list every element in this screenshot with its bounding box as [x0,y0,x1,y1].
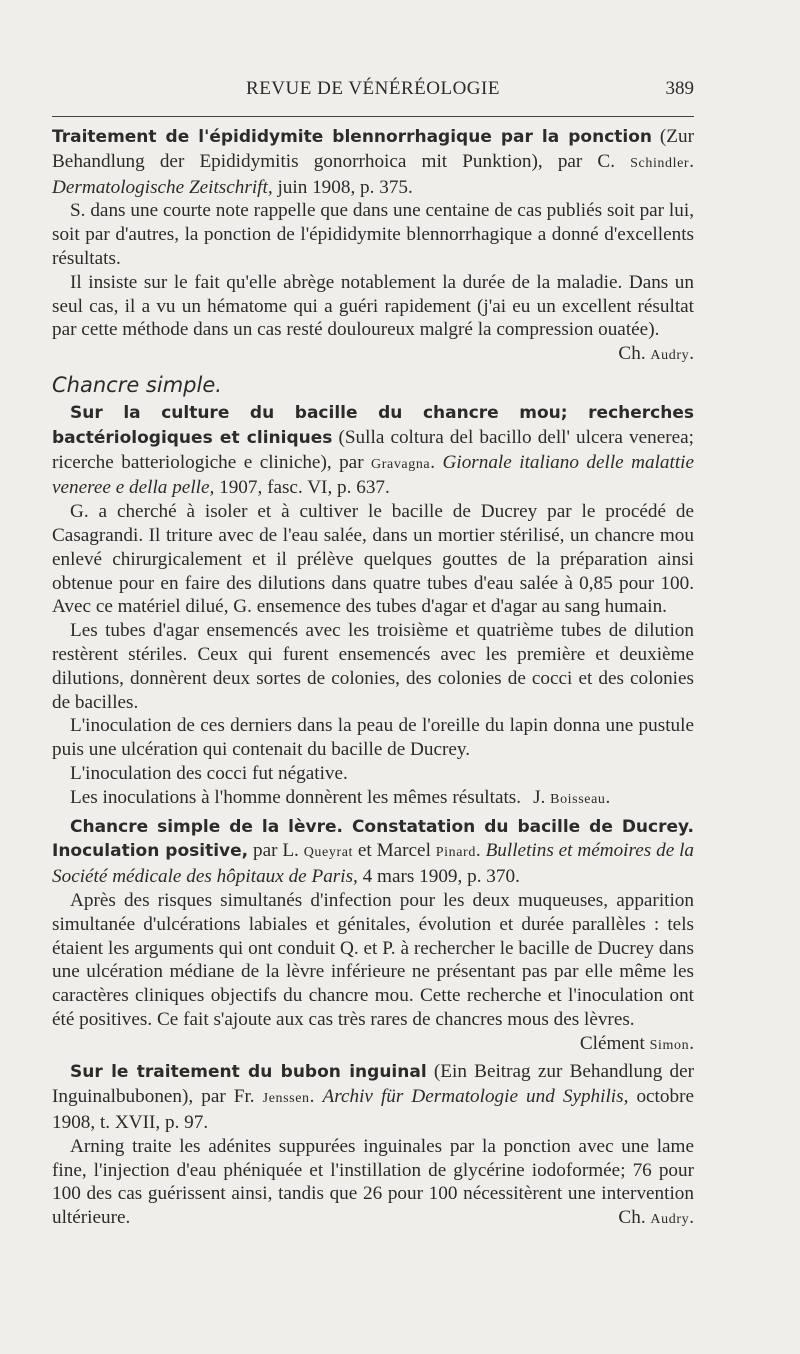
author-name: Schindler [630,155,690,171]
paragraph-text: Arning traite les adénites suppurées inguinales par la ponction avec une lame fine, l'injection d'eau phéniquée et l'instillation de glycérine iodoformée; 76 pour 100 des cas guérissent ainsi, tandis que 26 pour 100 nécessitèrent une intervention ultérieure. [52,1135,694,1229]
paragraph [52,271,694,368]
journal-name: Archiv für Dermatologie und Syphilis, [322,1086,629,1108]
article-title: Sur la culture du bacille du chancre mou; recherches bactériologiques et cliniques [52,402,694,448]
signature-name: Simon [649,1037,690,1053]
paragraph [52,889,694,1058]
signature-name: Audry [650,1212,690,1228]
reference-separator: . [475,840,486,862]
signature-end: . [689,1207,694,1229]
paragraph: Les tubes d'agar ensemencés avec les troisième et quatrième tubes de dilution restèrent stériles. Ceux qui furent ensemencés avec les première et deuxième dilutions, donnèrent deux sortes de colonies, des colonies de cocci et des colonies de bacilles. [52,620,694,713]
article-title: Traitement de l'épididymite blennorrhagique par la ponction [52,127,653,147]
page-number: 389 [665,78,694,99]
article-heading [52,125,694,199]
reference-details: juin 1908, p. 375. [272,176,413,198]
signature-end: . [689,1032,694,1054]
paragraph: L'inoculation de ces derniers dans la peau de l'oreille du lapin donna une pustule puis une ulcération qui contenait du bacille de Ducrey. [52,715,694,761]
signature-initial: Ch. [618,1207,651,1229]
second-author-name: Pinard [435,845,476,861]
reference-details: octobre 1908, t. XVII, p. 97. [52,1086,694,1134]
reference-details: 4 mars 1909, p. 370. [357,866,520,888]
article-heading [52,401,694,500]
article-heading [52,815,694,889]
article-title: Sur le traitement du bubon inguinal [70,1062,427,1083]
signature-end: . [689,343,694,365]
paragraph: G. a cherché à isoler et à cultiver le bacille de Ducrey par le procédé de Casagrandi. Il triture avec de l'eau salée, dans un mortier stérilisé, un chancre mou enlevé chirurgicalement et il prélève quelques gouttes de la préparation ainsi obtenue pour en faire des dilutions dans quatre tubes d'eau salée à 0,85 pour 100. Avec ce matériel dilué, G. ensemence des tubes d'agar et d'agar au sang humain. [52,501,694,618]
paragraph-text: Après des risques simultanés d'infection pour les deux muqueuses, apparition simultanée d'ulcérations labiales et génitales, évolution et durée parallèles : tels étaient les arguments qui ont conduit Q. et P. à rechercher le bacille de Ducrey dans une ulcération médiane de la lèvre inférieure ne présentant pas par elle même les caractères cliniques objectifs du chancre mou. Cette recherche et l'inoculation ont été positives. Ce fait s'ajoute aux cas très rares de chancres mous des lèvres. [52,889,694,1030]
signature [550,1032,694,1058]
reference-separator: et Marcel [353,840,436,862]
signature-name: Audry [650,348,690,364]
journal-name: Bulletins et mémoires de la Société médicale des hôpitaux de Paris, [52,840,694,888]
signature-name: Boisseau [550,791,606,807]
section-heading: Chancre simple. [52,372,222,397]
author-name: Queyrat [303,845,354,861]
reference-details: 1907, fasc. VI, p. 637. [214,477,390,499]
journal-name: Giornale italiano delle malattie veneree e della pelle, [52,451,695,499]
page-body [52,125,694,1232]
author-name: Gravagna [371,456,431,472]
signature-initial: J. [533,786,551,808]
article-reference: par L. [248,840,304,862]
author-name: Jenssen [262,1091,310,1107]
signature-initial: Clément [579,1032,650,1054]
journal-name: Dermatologische Zeitschrift, [52,176,273,198]
journal-title: REVUE DE VÉNÉRÉOLOGIE [246,78,500,99]
reference-separator: . [689,150,694,172]
reference-separator: . [430,451,443,473]
header-rule [52,116,694,117]
running-header [52,78,694,108]
article-title: Chancre simple de la lèvre. Constatation du bacille de Ducrey. Inoculation positive, [52,816,694,862]
signature-initial: Ch. [618,343,651,365]
signature [588,342,694,368]
reference-separator: . [309,1086,323,1108]
paragraph: S. dans une courte note rappelle que dans une centaine de cas publiés soit par lui, soit par d'autres, la ponction de l'épididymite blennorrhagique a donné d'excellents résultats. [52,200,694,269]
paragraph-text: Les inoculations à l'homme donnèrent les mêmes résultats. [70,786,522,808]
paragraph: L'inoculation des cocci fut négative. [70,762,348,784]
paragraph [52,1135,694,1232]
article-reference: (Sulla coltura del bacillo dell' ulcera venerea; ricerche batteriologiche e cliniche), par [52,426,694,473]
signature-end: . [605,786,611,808]
signature [521,787,610,808]
article-reference: (Ein Beitrag zur Behandlung der Inguinalbubonen), par Fr. [52,1061,695,1108]
article-reference: (Zur Behandlung der Epididymitis gonorrhoica mit Punktion), par C. [52,126,695,172]
article-heading [52,1060,694,1134]
paragraph-text: Il insiste sur le fait qu'elle abrège notablement la durée de la maladie. Dans un seul cas, il a vu un hématome qui a guéri rapidement (j'ai eu un excellent résultat par cette méthode dans un cas resté douloureux malgré la compression ouatée). [52,271,694,341]
paragraph [52,786,694,812]
signature [588,1206,694,1232]
